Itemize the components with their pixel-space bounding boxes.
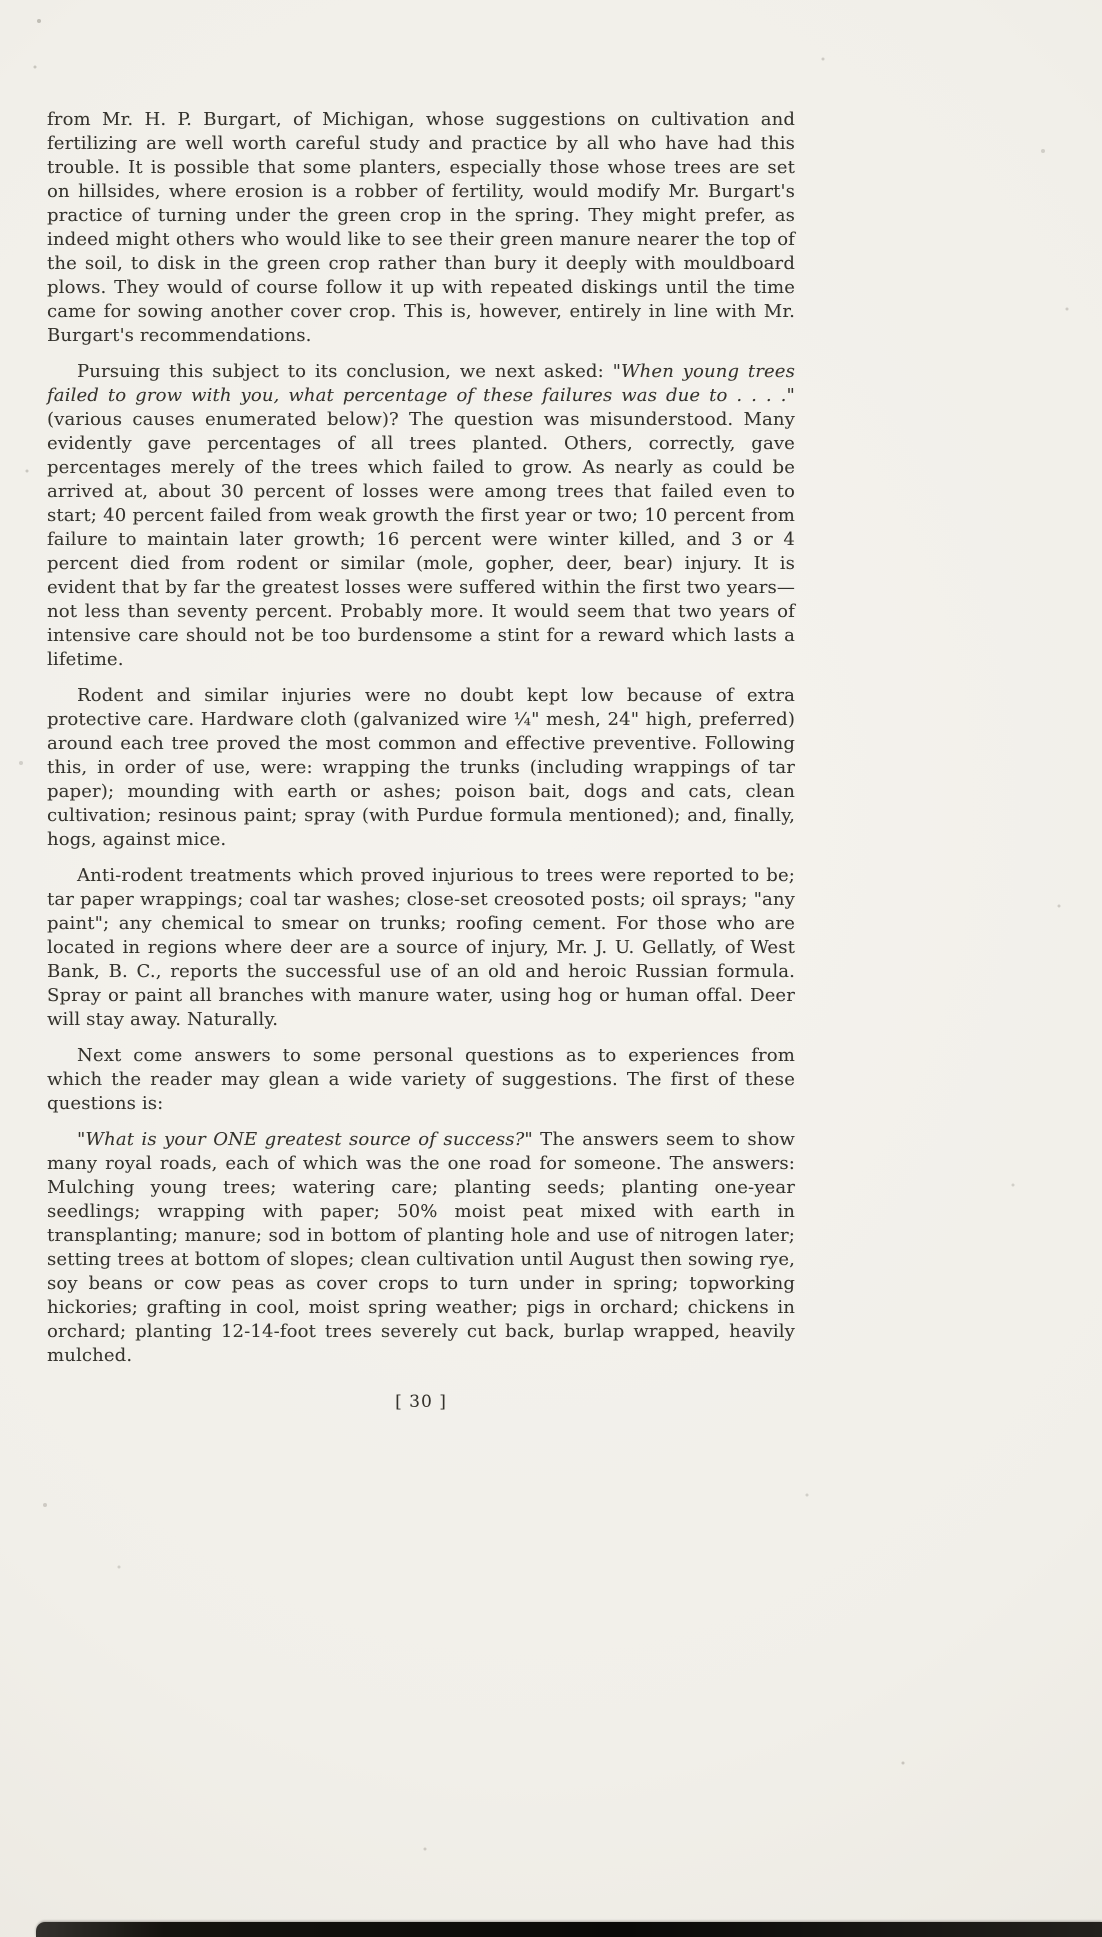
text-segment: Anti-rodent treatments which proved injurious to trees were reported to be; tar paper wrappings; coal tar washes; close-set creosoted posts; oil sprays; "any paint"; any chemical to smear on trunks; roofing cement. For those who are located in regions where deer are a source of injury, Mr. J. U. Gellatly, of West Bank, B. C., reports the successful use of an old and heroic Russian formula. Spray or paint all branches with manure water, using hog or human offal. Deer will stay away. Naturally. xyxy=(47,865,795,1030)
text-segment: (various causes enumerated below)? The question was misunderstood. Many evidently gave percentages of all trees planted. Others, correctly, gave percentages merely of the trees which failed to grow. As nearly as could be arrived at, about 30 percent of losses were among trees that failed even to start; 40 percent failed from weak growth the first year or two; 10 percent from failure to maintain later growth; 16 percent were winter killed, and 3 or 4 percent died from rodent or similar (mole, gopher, deer, bear) injury. It is evident that by far the greatest losses were suffered within the first two years—not less than seventy percent. Probably more. It would seem that two years of intensive care should not be too burdensome a stint for a reward which lasts a lifetime. xyxy=(47,409,795,670)
text-segment: Pursuing this subject to its conclusion, we next asked: xyxy=(77,361,613,382)
page-text xyxy=(47,108,795,1380)
paragraph xyxy=(47,684,795,852)
paragraph xyxy=(47,864,795,1032)
italic-text-segment: "What is your ONE greatest source of success?" xyxy=(77,1129,533,1150)
scan-speck-artifacts xyxy=(0,0,2,2)
paragraph xyxy=(47,108,795,348)
paragraph xyxy=(47,1044,795,1116)
text-segment: Rodent and similar injuries were no doubt kept low because of extra protective care. Hardware cloth (galvanized wire ¼" mesh, 24" high, preferred) around each tree proved the most common and effective preventive. Following this, in order of use, were: wrapping the trunks (including wrappings of tar paper); mounding with earth or ashes; poison bait, dogs and cats, clean cultivation; resinous paint; spray (with Purdue formula mentioned); and, finally, hogs, against mice. xyxy=(47,685,795,850)
text-segment: Next come answers to some personal questions as to experiences from which the reader may glean a wide variety of suggestions. The first of these questions is: xyxy=(47,1045,795,1114)
text-segment: from Mr. H. P. Burgart, of Michigan, whose suggestions on cultivation and fertilizing are well worth careful study and practice by all who have had this trouble. It is possible that some planters, especially those whose trees are set on hillsides, where erosion is a robber of fertility, would modify Mr. Burgart's practice of turning under the green crop in the spring. They might prefer, as indeed might others who would like to see their green manure nearer the top of the soil, to disk in the green crop rather than bury it deeply with mouldboard plows. They would of course follow it up with repeated diskings until the time came for sowing another cover crop. This is, however, entirely in line with Mr. Burgart's recommendations. xyxy=(47,109,795,346)
text-segment: The answers seem to show many royal roads, each of which was the one road for someone. The answers: Mulching young trees; watering care; planting seeds; planting one-year seedlings; wrapping with paper; 50% moist peat mixed with earth in transplanting; manure; sod in bottom of planting hole and use of nitrogen later; setting trees at bottom of slopes; clean cultivation until August then sowing rye, soy beans or cow peas as cover crops to turn under in spring; topworking hickories; grafting in cool, moist spring weather; pigs in orchard; chickens in orchard; planting 12-14-foot trees severely cut back, burlap wrapped, heavily mulched. xyxy=(47,1129,795,1366)
scan-edge-artifact xyxy=(36,1922,1102,1937)
italic-text-segment: "When young trees failed to grow with you, what percentage of these failures was due to . . . ." xyxy=(47,361,795,406)
paragraph xyxy=(47,360,795,672)
paragraph xyxy=(47,1128,795,1368)
page-number: [ 30 ] xyxy=(395,1392,447,1412)
